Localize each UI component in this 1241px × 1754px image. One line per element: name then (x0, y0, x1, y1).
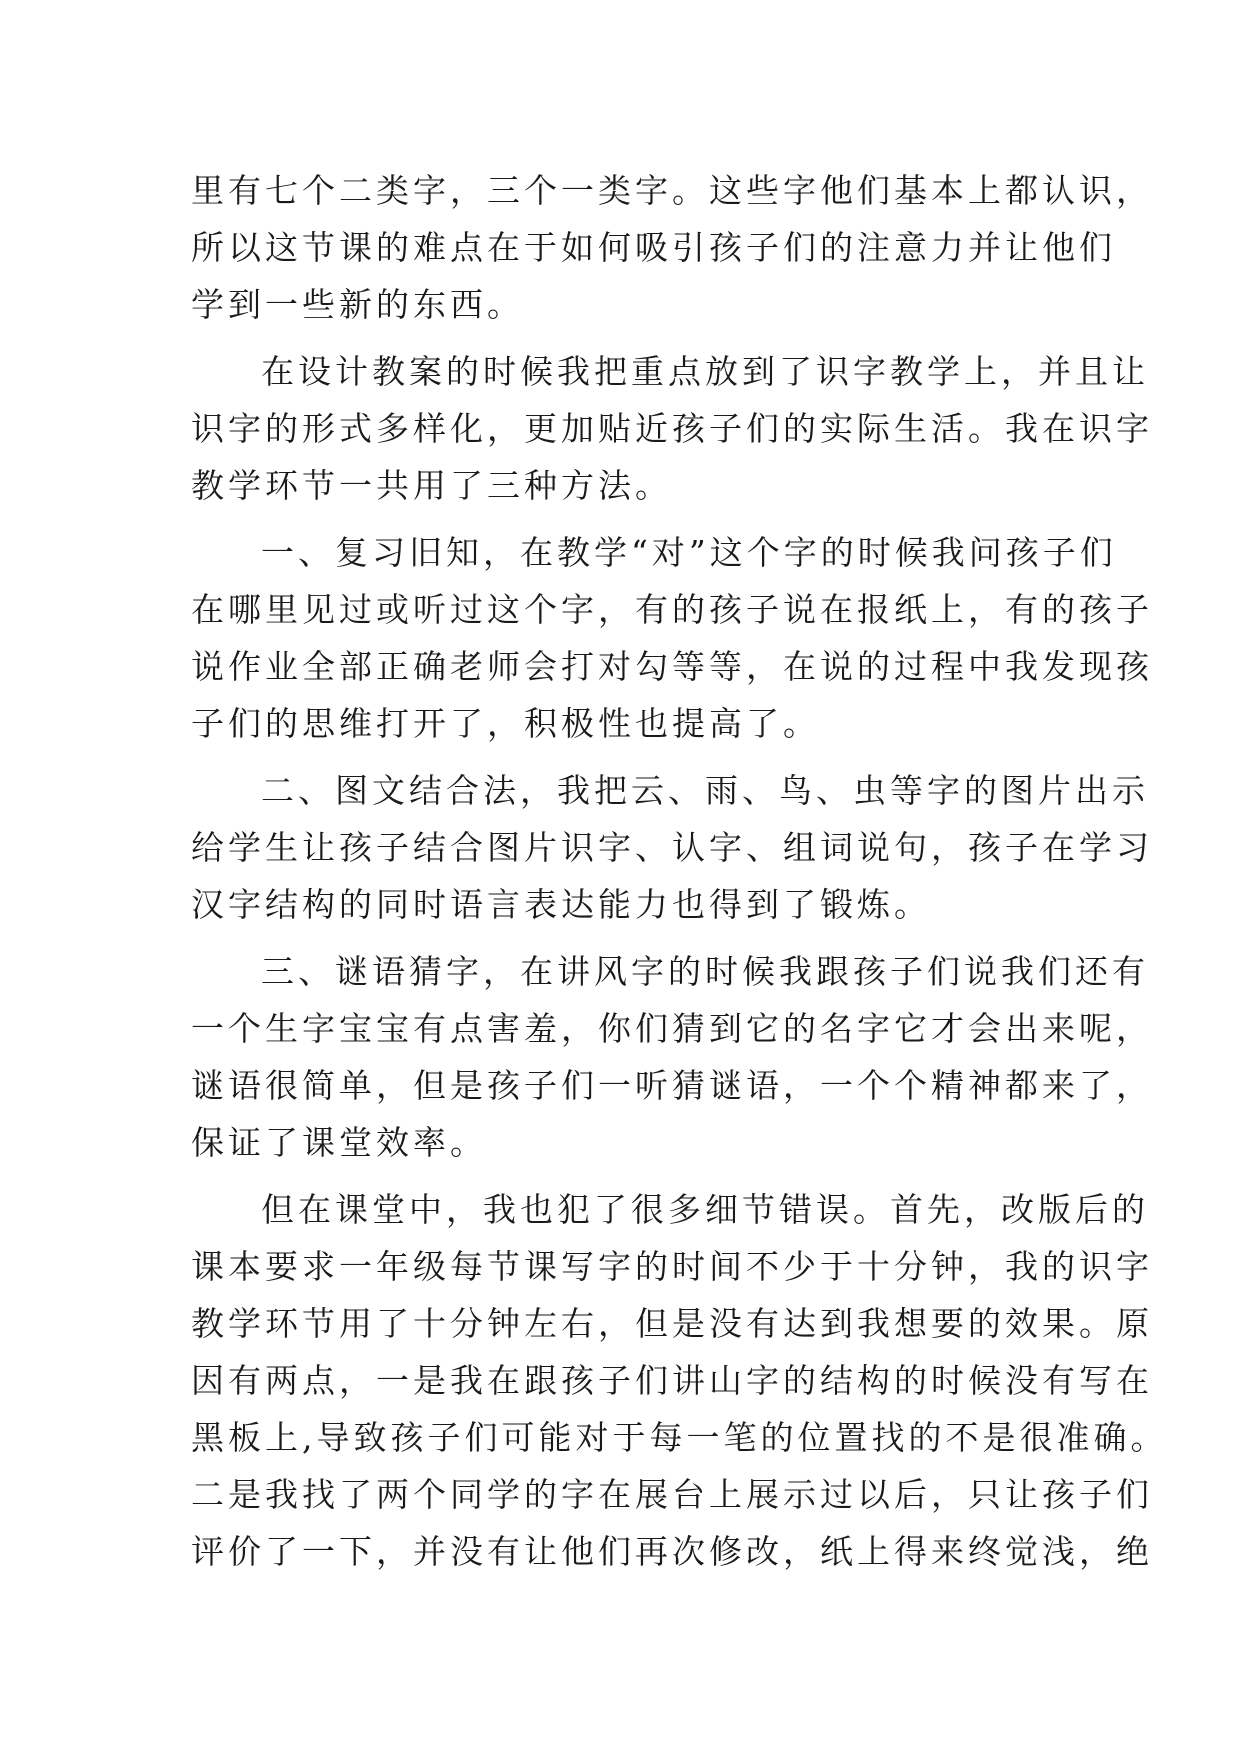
paragraph-line: 子们的思维打开了，积极性也提高了。 (191, 704, 820, 743)
body-text (191, 162, 1168, 1580)
paragraph-line: 一个生字宝宝有点害羞，你们猜到它的名字它才会出来呢， (191, 1009, 1153, 1048)
paragraph-line: 三、谜语猜字，在讲风字的时候我跟孩子们说我们还有 (261, 952, 1149, 991)
paragraph-line: 保证了课堂效率。 (191, 1123, 487, 1162)
paragraph-line: 二、图文结合法，我把云、雨、鸟、虫等字的图片出示 (261, 771, 1149, 810)
paragraph-line: 汉字结构的同时语言表达能力也得到了锻炼。 (191, 885, 931, 924)
paragraph-line: 在设计教案的时候我把重点放到了识字教学上，并且让 (261, 352, 1149, 391)
paragraph-line: 学到一些新的东西。 (191, 285, 524, 324)
paragraph-line: 一、复习旧知，在教学“对”这个字的时候我问孩子们 (261, 533, 1117, 572)
paragraph-line: 评价了一下，并没有让他们再次修改，纸上得来终觉浅，绝 (191, 1532, 1153, 1571)
paragraph-line: 里有七个二类字，三个一类字。这些字他们基本上都认识， (191, 171, 1153, 210)
paragraph-line: 识字的形式多样化，更加贴近孩子们的实际生活。我在识字 (191, 409, 1153, 448)
paragraph-line: 因有两点，一是我在跟孩子们讲山字的结构的时候没有写在 (191, 1361, 1153, 1400)
paragraph-line: 谜语很简单，但是孩子们一听猜谜语，一个个精神都来了， (191, 1066, 1153, 1105)
paragraph-line: 在哪里见过或听过这个字，有的孩子说在报纸上，有的孩子 (191, 590, 1153, 629)
paragraph-line: 所以这节课的难点在于如何吸引孩子们的注意力并让他们 (191, 228, 1116, 267)
paragraph-line: 给学生让孩子结合图片识字、认字、组词说句，孩子在学习 (191, 828, 1153, 867)
paragraph-line: 二是我找了两个同学的字在展台上展示过以后，只让孩子们 (191, 1475, 1153, 1514)
paragraph-line: 说作业全部正确老师会打对勾等等，在说的过程中我发现孩 (191, 647, 1153, 686)
paragraph-line: 教学环节用了十分钟左右，但是没有达到我想要的效果。原 (191, 1304, 1153, 1343)
paragraph-line: 黑板上,导致孩子们可能对于每一笔的位置找的不是很准确。 (191, 1418, 1168, 1457)
paragraph-line: 但在课堂中，我也犯了很多细节错误。首先，改版后的 (261, 1190, 1149, 1229)
paragraph-line: 教学环节一共用了三种方法。 (191, 466, 672, 505)
paragraph-line: 课本要求一年级每节课写字的时间不少于十分钟，我的识字 (191, 1247, 1153, 1286)
